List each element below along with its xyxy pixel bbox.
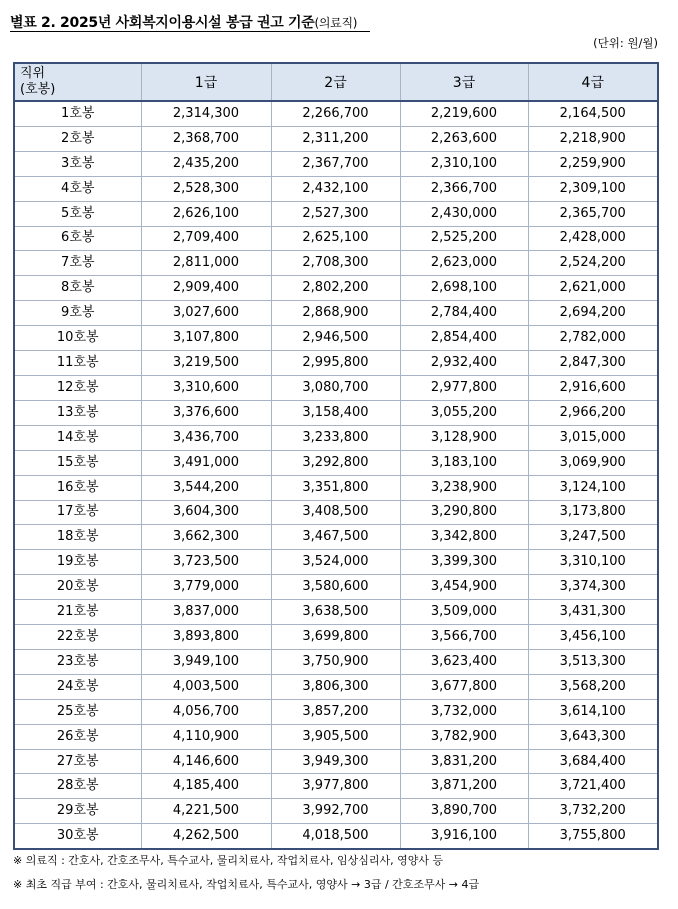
salary-cell-grade-4: 2,164,500	[528, 101, 658, 126]
step-cell: 11호봉	[14, 351, 141, 376]
step-cell: 26호봉	[14, 724, 141, 749]
step-cell: 10호봉	[14, 326, 141, 351]
salary-cell-grade-1: 4,146,600	[141, 749, 271, 774]
salary-cell-grade-4: 2,694,200	[528, 301, 658, 326]
salary-cell-grade-1: 3,779,000	[141, 575, 271, 600]
salary-cell-grade-2: 3,351,800	[271, 475, 400, 500]
salary-cell-grade-4: 3,513,300	[528, 649, 658, 674]
salary-cell-grade-2: 2,995,800	[271, 351, 400, 376]
salary-cell-grade-3: 3,238,900	[400, 475, 528, 500]
title-main: 별표 2. 2025년 사회복지이용시설 봉급 권고 기준	[10, 15, 315, 31]
salary-cell-grade-3: 3,916,100	[400, 824, 528, 849]
step-cell: 8호봉	[14, 276, 141, 301]
header-corner-line2: (호봉)	[20, 82, 56, 97]
table-row	[14, 176, 658, 201]
salary-cell-grade-4: 3,755,800	[528, 824, 658, 849]
salary-cell-grade-2: 2,802,200	[271, 276, 400, 301]
salary-cell-grade-3: 2,854,400	[400, 326, 528, 351]
salary-cell-grade-2: 3,580,600	[271, 575, 400, 600]
salary-cell-grade-4: 2,847,300	[528, 351, 658, 376]
table-row	[14, 126, 658, 151]
salary-cell-grade-2: 3,977,800	[271, 774, 400, 799]
table-row	[14, 375, 658, 400]
salary-cell-grade-1: 2,435,200	[141, 151, 271, 176]
table-row	[14, 575, 658, 600]
header-grade-4: 4급	[528, 63, 658, 101]
salary-cell-grade-2: 2,527,300	[271, 201, 400, 226]
salary-cell-grade-2: 3,080,700	[271, 375, 400, 400]
salary-cell-grade-2: 2,432,100	[271, 176, 400, 201]
header-corner-line1: 직위	[20, 66, 46, 81]
salary-cell-grade-1: 4,003,500	[141, 674, 271, 699]
salary-table	[13, 62, 659, 850]
salary-cell-grade-2: 3,857,200	[271, 699, 400, 724]
step-cell: 1호봉	[14, 101, 141, 126]
table-row	[14, 151, 658, 176]
salary-cell-grade-1: 3,027,600	[141, 301, 271, 326]
step-cell: 22호봉	[14, 625, 141, 650]
salary-cell-grade-1: 3,544,200	[141, 475, 271, 500]
salary-cell-grade-4: 3,614,100	[528, 699, 658, 724]
salary-cell-grade-3: 2,525,200	[400, 226, 528, 251]
step-cell: 13호봉	[14, 400, 141, 425]
salary-cell-grade-1: 3,949,100	[141, 649, 271, 674]
header-grade-1: 1급	[141, 63, 271, 101]
salary-cell-grade-4: 3,015,000	[528, 425, 658, 450]
header-grade-3: 3급	[400, 63, 528, 101]
salary-cell-grade-2: 3,467,500	[271, 525, 400, 550]
salary-cell-grade-3: 3,290,800	[400, 500, 528, 525]
table-row	[14, 101, 658, 126]
salary-cell-grade-2: 3,408,500	[271, 500, 400, 525]
salary-cell-grade-2: 2,625,100	[271, 226, 400, 251]
table-row	[14, 525, 658, 550]
salary-cell-grade-4: 3,643,300	[528, 724, 658, 749]
salary-cell-grade-4: 3,732,200	[528, 799, 658, 824]
table-row	[14, 425, 658, 450]
step-cell: 28호봉	[14, 774, 141, 799]
header-grade-2: 2급	[271, 63, 400, 101]
salary-cell-grade-4: 2,966,200	[528, 400, 658, 425]
salary-cell-grade-4: 2,218,900	[528, 126, 658, 151]
table-row	[14, 799, 658, 824]
salary-cell-grade-1: 3,491,000	[141, 450, 271, 475]
step-cell: 21호봉	[14, 600, 141, 625]
salary-cell-grade-1: 4,056,700	[141, 699, 271, 724]
salary-cell-grade-2: 3,158,400	[271, 400, 400, 425]
step-cell: 7호봉	[14, 251, 141, 276]
salary-cell-grade-1: 2,368,700	[141, 126, 271, 151]
table-row	[14, 226, 658, 251]
salary-cell-grade-3: 3,128,900	[400, 425, 528, 450]
salary-cell-grade-1: 4,185,400	[141, 774, 271, 799]
salary-cell-grade-4: 2,524,200	[528, 251, 658, 276]
step-cell: 17호봉	[14, 500, 141, 525]
salary-cell-grade-3: 3,399,300	[400, 550, 528, 575]
salary-cell-grade-1: 3,723,500	[141, 550, 271, 575]
salary-cell-grade-4: 3,173,800	[528, 500, 658, 525]
table-row	[14, 724, 658, 749]
table-row	[14, 600, 658, 625]
salary-cell-grade-3: 3,831,200	[400, 749, 528, 774]
salary-cell-grade-4: 2,621,000	[528, 276, 658, 301]
table-row	[14, 749, 658, 774]
table-row	[14, 301, 658, 326]
salary-cell-grade-2: 2,266,700	[271, 101, 400, 126]
salary-cell-grade-3: 2,263,600	[400, 126, 528, 151]
salary-cell-grade-3: 2,310,100	[400, 151, 528, 176]
table-row	[14, 450, 658, 475]
salary-cell-grade-1: 4,262,500	[141, 824, 271, 849]
table-header-row	[14, 63, 658, 101]
salary-cell-grade-4: 2,916,600	[528, 375, 658, 400]
salary-cell-grade-3: 3,454,900	[400, 575, 528, 600]
salary-cell-grade-3: 2,219,600	[400, 101, 528, 126]
step-cell: 16호봉	[14, 475, 141, 500]
salary-cell-grade-4: 3,124,100	[528, 475, 658, 500]
salary-cell-grade-4: 2,309,100	[528, 176, 658, 201]
step-cell: 30호봉	[14, 824, 141, 849]
table-row	[14, 649, 658, 674]
salary-cell-grade-4: 3,456,100	[528, 625, 658, 650]
salary-cell-grade-3: 2,932,400	[400, 351, 528, 376]
table-row	[14, 400, 658, 425]
salary-cell-grade-3: 2,698,100	[400, 276, 528, 301]
salary-cell-grade-3: 3,871,200	[400, 774, 528, 799]
salary-cell-grade-3: 3,342,800	[400, 525, 528, 550]
table-row	[14, 824, 658, 849]
table-row	[14, 500, 658, 525]
salary-cell-grade-1: 4,221,500	[141, 799, 271, 824]
salary-cell-grade-4: 2,428,000	[528, 226, 658, 251]
salary-cell-grade-2: 3,806,300	[271, 674, 400, 699]
salary-cell-grade-3: 2,623,000	[400, 251, 528, 276]
table-row	[14, 326, 658, 351]
salary-cell-grade-4: 3,310,100	[528, 550, 658, 575]
step-cell: 20호봉	[14, 575, 141, 600]
unit-label: (단위: 원/월)	[593, 36, 658, 50]
salary-cell-grade-1: 3,376,600	[141, 400, 271, 425]
step-cell: 2호봉	[14, 126, 141, 151]
salary-cell-grade-2: 2,868,900	[271, 301, 400, 326]
table-row	[14, 674, 658, 699]
salary-cell-grade-4: 3,247,500	[528, 525, 658, 550]
salary-cell-grade-3: 3,890,700	[400, 799, 528, 824]
salary-cell-grade-3: 2,430,000	[400, 201, 528, 226]
salary-cell-grade-4: 3,684,400	[528, 749, 658, 774]
table-row	[14, 625, 658, 650]
table-row	[14, 351, 658, 376]
salary-cell-grade-1: 3,436,700	[141, 425, 271, 450]
table-row	[14, 774, 658, 799]
step-cell: 27호봉	[14, 749, 141, 774]
salary-cell-grade-3: 3,623,400	[400, 649, 528, 674]
salary-cell-grade-3: 3,055,200	[400, 400, 528, 425]
salary-cell-grade-1: 3,604,300	[141, 500, 271, 525]
salary-cell-grade-3: 3,509,000	[400, 600, 528, 625]
note-medical-staff: ※ 의료직 : 간호사, 간호조무사, 특수교사, 물리치료사, 작업치료사, 임상심리사, 영양사 등	[13, 854, 444, 867]
salary-cell-grade-2: 2,311,200	[271, 126, 400, 151]
header-corner	[14, 63, 141, 101]
salary-cell-grade-2: 4,018,500	[271, 824, 400, 849]
salary-cell-grade-3: 3,677,800	[400, 674, 528, 699]
salary-cell-grade-1: 4,110,900	[141, 724, 271, 749]
salary-cell-grade-3: 2,366,700	[400, 176, 528, 201]
step-cell: 15호봉	[14, 450, 141, 475]
step-cell: 5호봉	[14, 201, 141, 226]
salary-cell-grade-4: 3,431,300	[528, 600, 658, 625]
salary-cell-grade-2: 3,992,700	[271, 799, 400, 824]
step-cell: 19호봉	[14, 550, 141, 575]
salary-cell-grade-4: 2,782,000	[528, 326, 658, 351]
salary-cell-grade-2: 2,708,300	[271, 251, 400, 276]
salary-cell-grade-2: 3,949,300	[271, 749, 400, 774]
salary-cell-grade-1: 3,107,800	[141, 326, 271, 351]
salary-cell-grade-1: 3,837,000	[141, 600, 271, 625]
note-initial-grade: ※ 최초 직급 부여 : 간호사, 물리치료사, 작업치료사, 특수교사, 영양사 → 3급 / 간호조무사 → 4급	[13, 878, 480, 891]
salary-cell-grade-4: 3,568,200	[528, 674, 658, 699]
salary-cell-grade-3: 3,183,100	[400, 450, 528, 475]
salary-cell-grade-2: 3,292,800	[271, 450, 400, 475]
salary-cell-grade-2: 2,946,500	[271, 326, 400, 351]
table-row	[14, 699, 658, 724]
salary-cell-grade-1: 3,310,600	[141, 375, 271, 400]
salary-cell-grade-1: 2,909,400	[141, 276, 271, 301]
salary-cell-grade-2: 3,750,900	[271, 649, 400, 674]
salary-cell-grade-3: 2,977,800	[400, 375, 528, 400]
salary-cell-grade-2: 3,905,500	[271, 724, 400, 749]
salary-cell-grade-4: 3,374,300	[528, 575, 658, 600]
step-cell: 25호봉	[14, 699, 141, 724]
step-cell: 18호봉	[14, 525, 141, 550]
table-row	[14, 251, 658, 276]
salary-cell-grade-2: 3,638,500	[271, 600, 400, 625]
table-row	[14, 550, 658, 575]
document-title	[10, 12, 357, 32]
salary-cell-grade-2: 3,524,000	[271, 550, 400, 575]
step-cell: 9호봉	[14, 301, 141, 326]
salary-cell-grade-3: 3,566,700	[400, 625, 528, 650]
step-cell: 12호봉	[14, 375, 141, 400]
salary-cell-grade-4: 2,365,700	[528, 201, 658, 226]
table-row	[14, 201, 658, 226]
salary-cell-grade-3: 3,732,000	[400, 699, 528, 724]
table-body	[14, 101, 658, 849]
salary-cell-grade-4: 3,721,400	[528, 774, 658, 799]
salary-cell-grade-2: 3,233,800	[271, 425, 400, 450]
salary-cell-grade-1: 3,893,800	[141, 625, 271, 650]
table-row	[14, 475, 658, 500]
salary-cell-grade-1: 3,662,300	[141, 525, 271, 550]
step-cell: 29호봉	[14, 799, 141, 824]
step-cell: 4호봉	[14, 176, 141, 201]
salary-cell-grade-1: 2,314,300	[141, 101, 271, 126]
step-cell: 14호봉	[14, 425, 141, 450]
step-cell: 23호봉	[14, 649, 141, 674]
step-cell: 24호봉	[14, 674, 141, 699]
salary-cell-grade-1: 2,528,300	[141, 176, 271, 201]
step-cell: 6호봉	[14, 226, 141, 251]
title-subtitle: (의료직)	[314, 16, 358, 30]
salary-cell-grade-3: 2,784,400	[400, 301, 528, 326]
salary-cell-grade-4: 2,259,900	[528, 151, 658, 176]
salary-cell-grade-1: 3,219,500	[141, 351, 271, 376]
salary-cell-grade-2: 3,699,800	[271, 625, 400, 650]
salary-cell-grade-1: 2,811,000	[141, 251, 271, 276]
table-row	[14, 276, 658, 301]
salary-cell-grade-2: 2,367,700	[271, 151, 400, 176]
salary-cell-grade-3: 3,782,900	[400, 724, 528, 749]
salary-cell-grade-4: 3,069,900	[528, 450, 658, 475]
salary-cell-grade-1: 2,626,100	[141, 201, 271, 226]
salary-cell-grade-1: 2,709,400	[141, 226, 271, 251]
step-cell: 3호봉	[14, 151, 141, 176]
title-underline	[10, 31, 370, 32]
